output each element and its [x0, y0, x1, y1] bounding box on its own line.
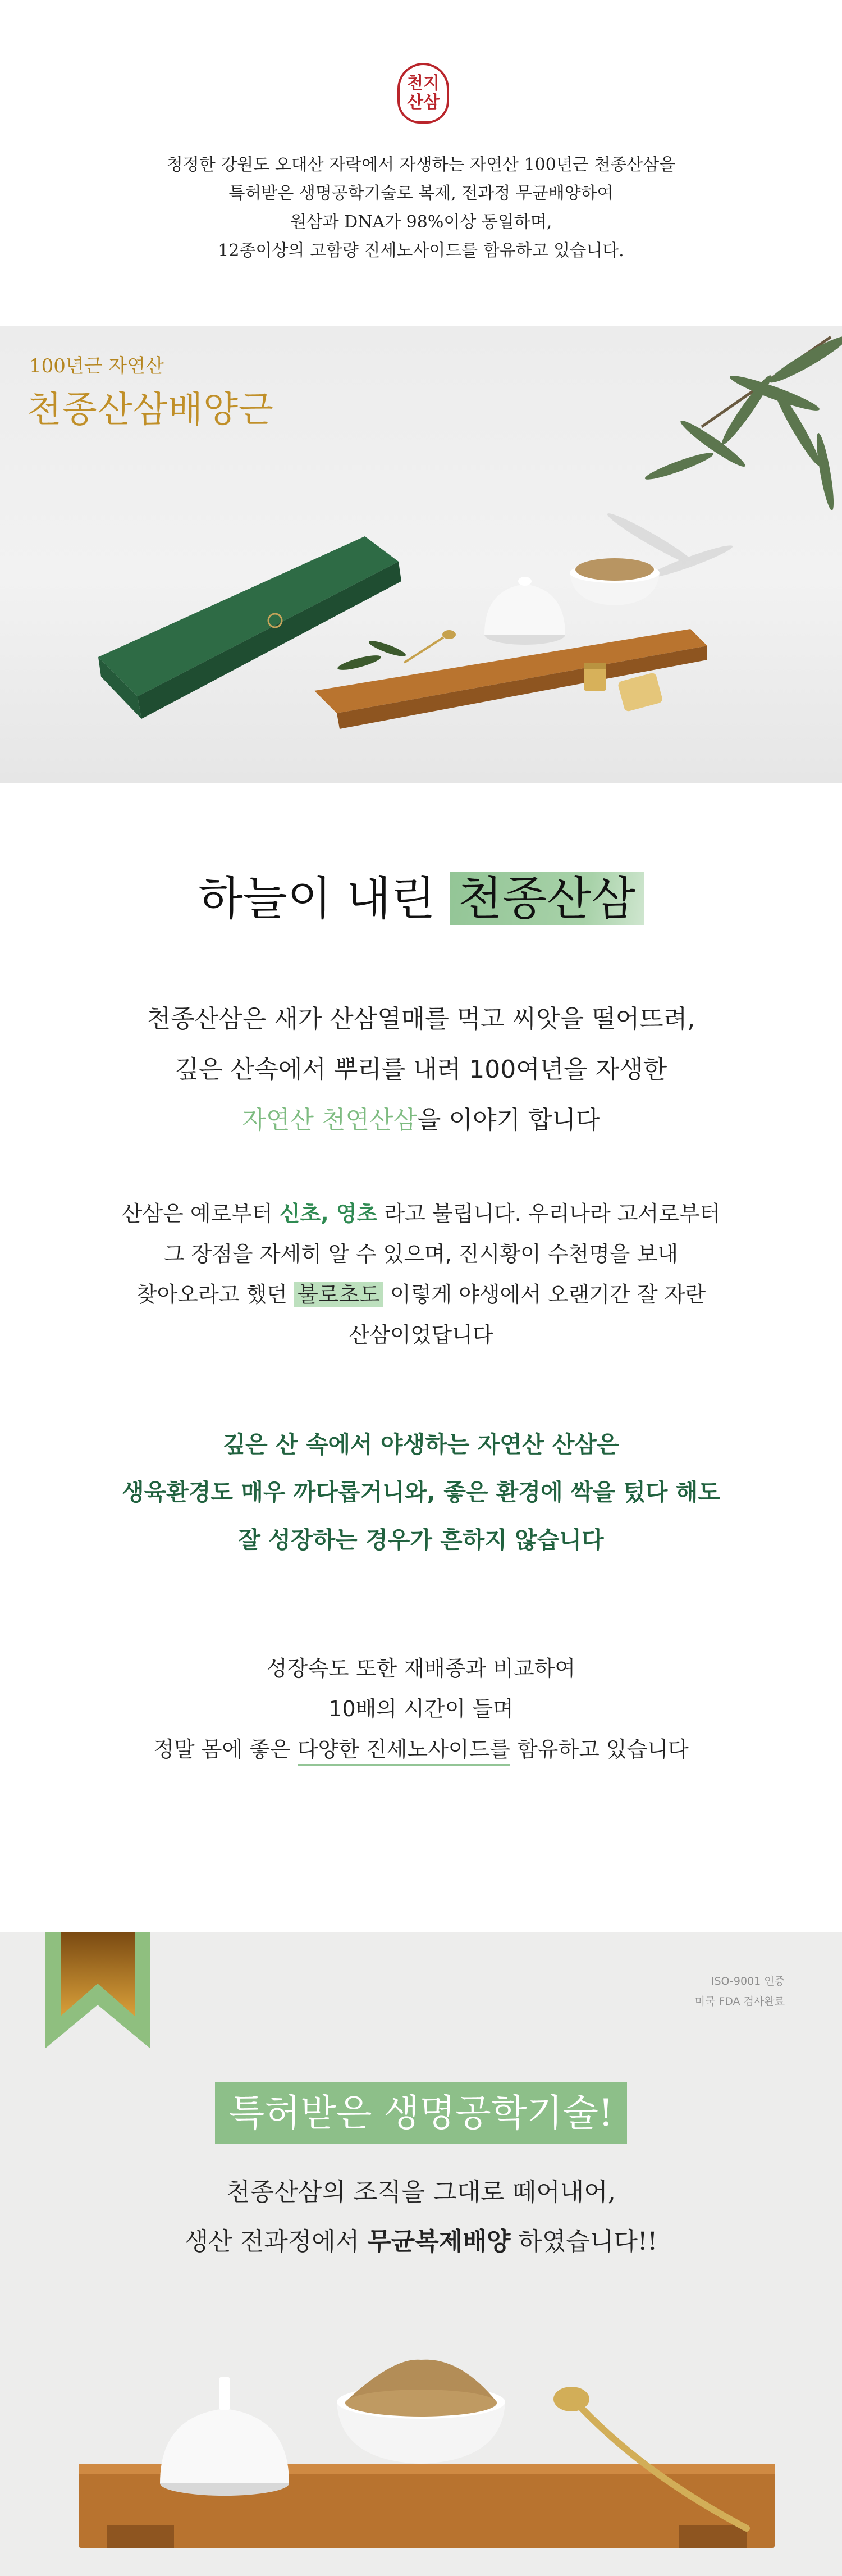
paragraph-history	[0, 1193, 842, 1355]
bookmark-ribbon-icon	[45, 1932, 150, 2049]
patent-description	[0, 2168, 842, 2267]
paragraph-line: 천종산삼은 새가 산삼열매를 먹고 씨앗을 떨어뜨려,	[147, 1005, 695, 1033]
bamboo-leaves-illustration	[643, 331, 842, 512]
paragraph-line: 성장속도 또한 재배종과 비교하여	[266, 1656, 576, 1681]
patent-section	[0, 1932, 842, 2576]
section-heading	[0, 862, 842, 928]
paragraph-text: 산삼은 예로부터	[121, 1201, 280, 1226]
brand-seal-logo: 천지 산삼	[397, 63, 449, 124]
paragraph-line	[0, 2217, 842, 2267]
patent-title	[0, 2082, 842, 2144]
paragraph-line: 천종산삼의 조직을 그대로 떼어내어,	[226, 2178, 616, 2206]
paragraph-text: 을 이야기 합니다	[417, 1106, 600, 1134]
product-photo-section	[0, 326, 842, 783]
cert-fda: 미국 FDA 검사완료	[694, 1995, 785, 2008]
paragraph-habitat	[0, 1421, 842, 1564]
paragraph-line: 깊은 산 속에서 야생하는 자연산 산삼은	[223, 1431, 619, 1458]
underline-emphasis: 다양한 진세노사이드를	[298, 1737, 510, 1766]
bold-emphasis: 무균복제배양	[367, 2227, 511, 2256]
paragraph-line: 잘 성장하는 경우가 흔하지 않습니다	[238, 1526, 604, 1553]
intro-line: 12종이상의 고함량 진세노사이드를 함유하고 있습니다.	[218, 241, 624, 261]
intro-text	[0, 151, 842, 265]
story-section	[0, 783, 842, 1932]
intro-line: 특허받은 생명공학기술로 복제, 전과정 무균배양하여	[228, 184, 614, 203]
paragraph-text: 찾아오라고 했던	[136, 1282, 294, 1307]
green-emphasis: 자연산 천연산삼	[242, 1106, 417, 1134]
paragraph-text: 라고 불립니다. 우리나라 고서로부터	[377, 1201, 721, 1226]
intro-section	[0, 0, 842, 326]
intro-line: 청정한 강원도 오대산 자락에서 자생하는 자연산 100년근 천종산삼을	[166, 155, 676, 175]
paragraph-line	[0, 1095, 842, 1146]
heading-highlight: 천종산삼	[450, 872, 644, 925]
ceramic-jar-illustration	[484, 577, 565, 645]
paragraph-line: 생육환경도 매우 까다롭거니와, 좋은 환경에 싹을 텄다 해도	[121, 1479, 721, 1506]
green-bold-emphasis: 신초, 영초	[279, 1201, 378, 1226]
powder-bowl-illustration	[570, 558, 660, 605]
ceramic-jar-illustration	[160, 2377, 289, 2496]
paragraph-line: 깊은 산속에서 뿌리를 내려 100여년을 자생한	[175, 1055, 667, 1084]
paragraph-line: 산삼이었답니다	[349, 1323, 493, 1347]
paragraph-origin	[0, 994, 842, 1146]
product-tag-small: 100년근 자연산	[29, 355, 164, 377]
paragraph-line	[0, 1729, 842, 1770]
paragraph-text: 함유하고 있습니다	[510, 1737, 689, 1762]
spoon-illustration	[404, 637, 443, 663]
highlight-box: 불로초도	[294, 1282, 383, 1307]
paragraph-line: 10배의 시간이 들며	[328, 1697, 514, 1721]
paragraph-line	[0, 1193, 842, 1234]
cert-iso: ISO-9001 인증	[711, 1975, 785, 1987]
paragraph-line	[0, 1274, 842, 1315]
paragraph-text: 생산 전과정에서	[184, 2227, 368, 2256]
paragraph-growth	[0, 1648, 842, 1770]
heading-text: 하늘이 내린	[198, 872, 450, 925]
paragraph-line: 그 장점을 자세히 알 수 있으며, 진시황이 수천명을 보내	[163, 1242, 679, 1266]
intro-line: 원삼과 DNA가 98%이상 동일하며,	[290, 212, 552, 232]
powder-bowl-illustration	[337, 2360, 505, 2464]
patent-title-text: 특허받은 생명공학기술!	[215, 2082, 626, 2144]
product-illustration	[0, 326, 842, 783]
paragraph-text: 정말 몸에 좋은	[153, 1737, 298, 1762]
product-tag-title: 천종산삼배양근	[27, 389, 274, 431]
paragraph-text: 이렇게 야생에서 오랜기간 잘 자란	[383, 1282, 706, 1307]
certification-badges	[695, 1971, 785, 2012]
paragraph-text: 하였습니다!!	[510, 2227, 658, 2256]
tray-product-illustration	[0, 2262, 842, 2576]
